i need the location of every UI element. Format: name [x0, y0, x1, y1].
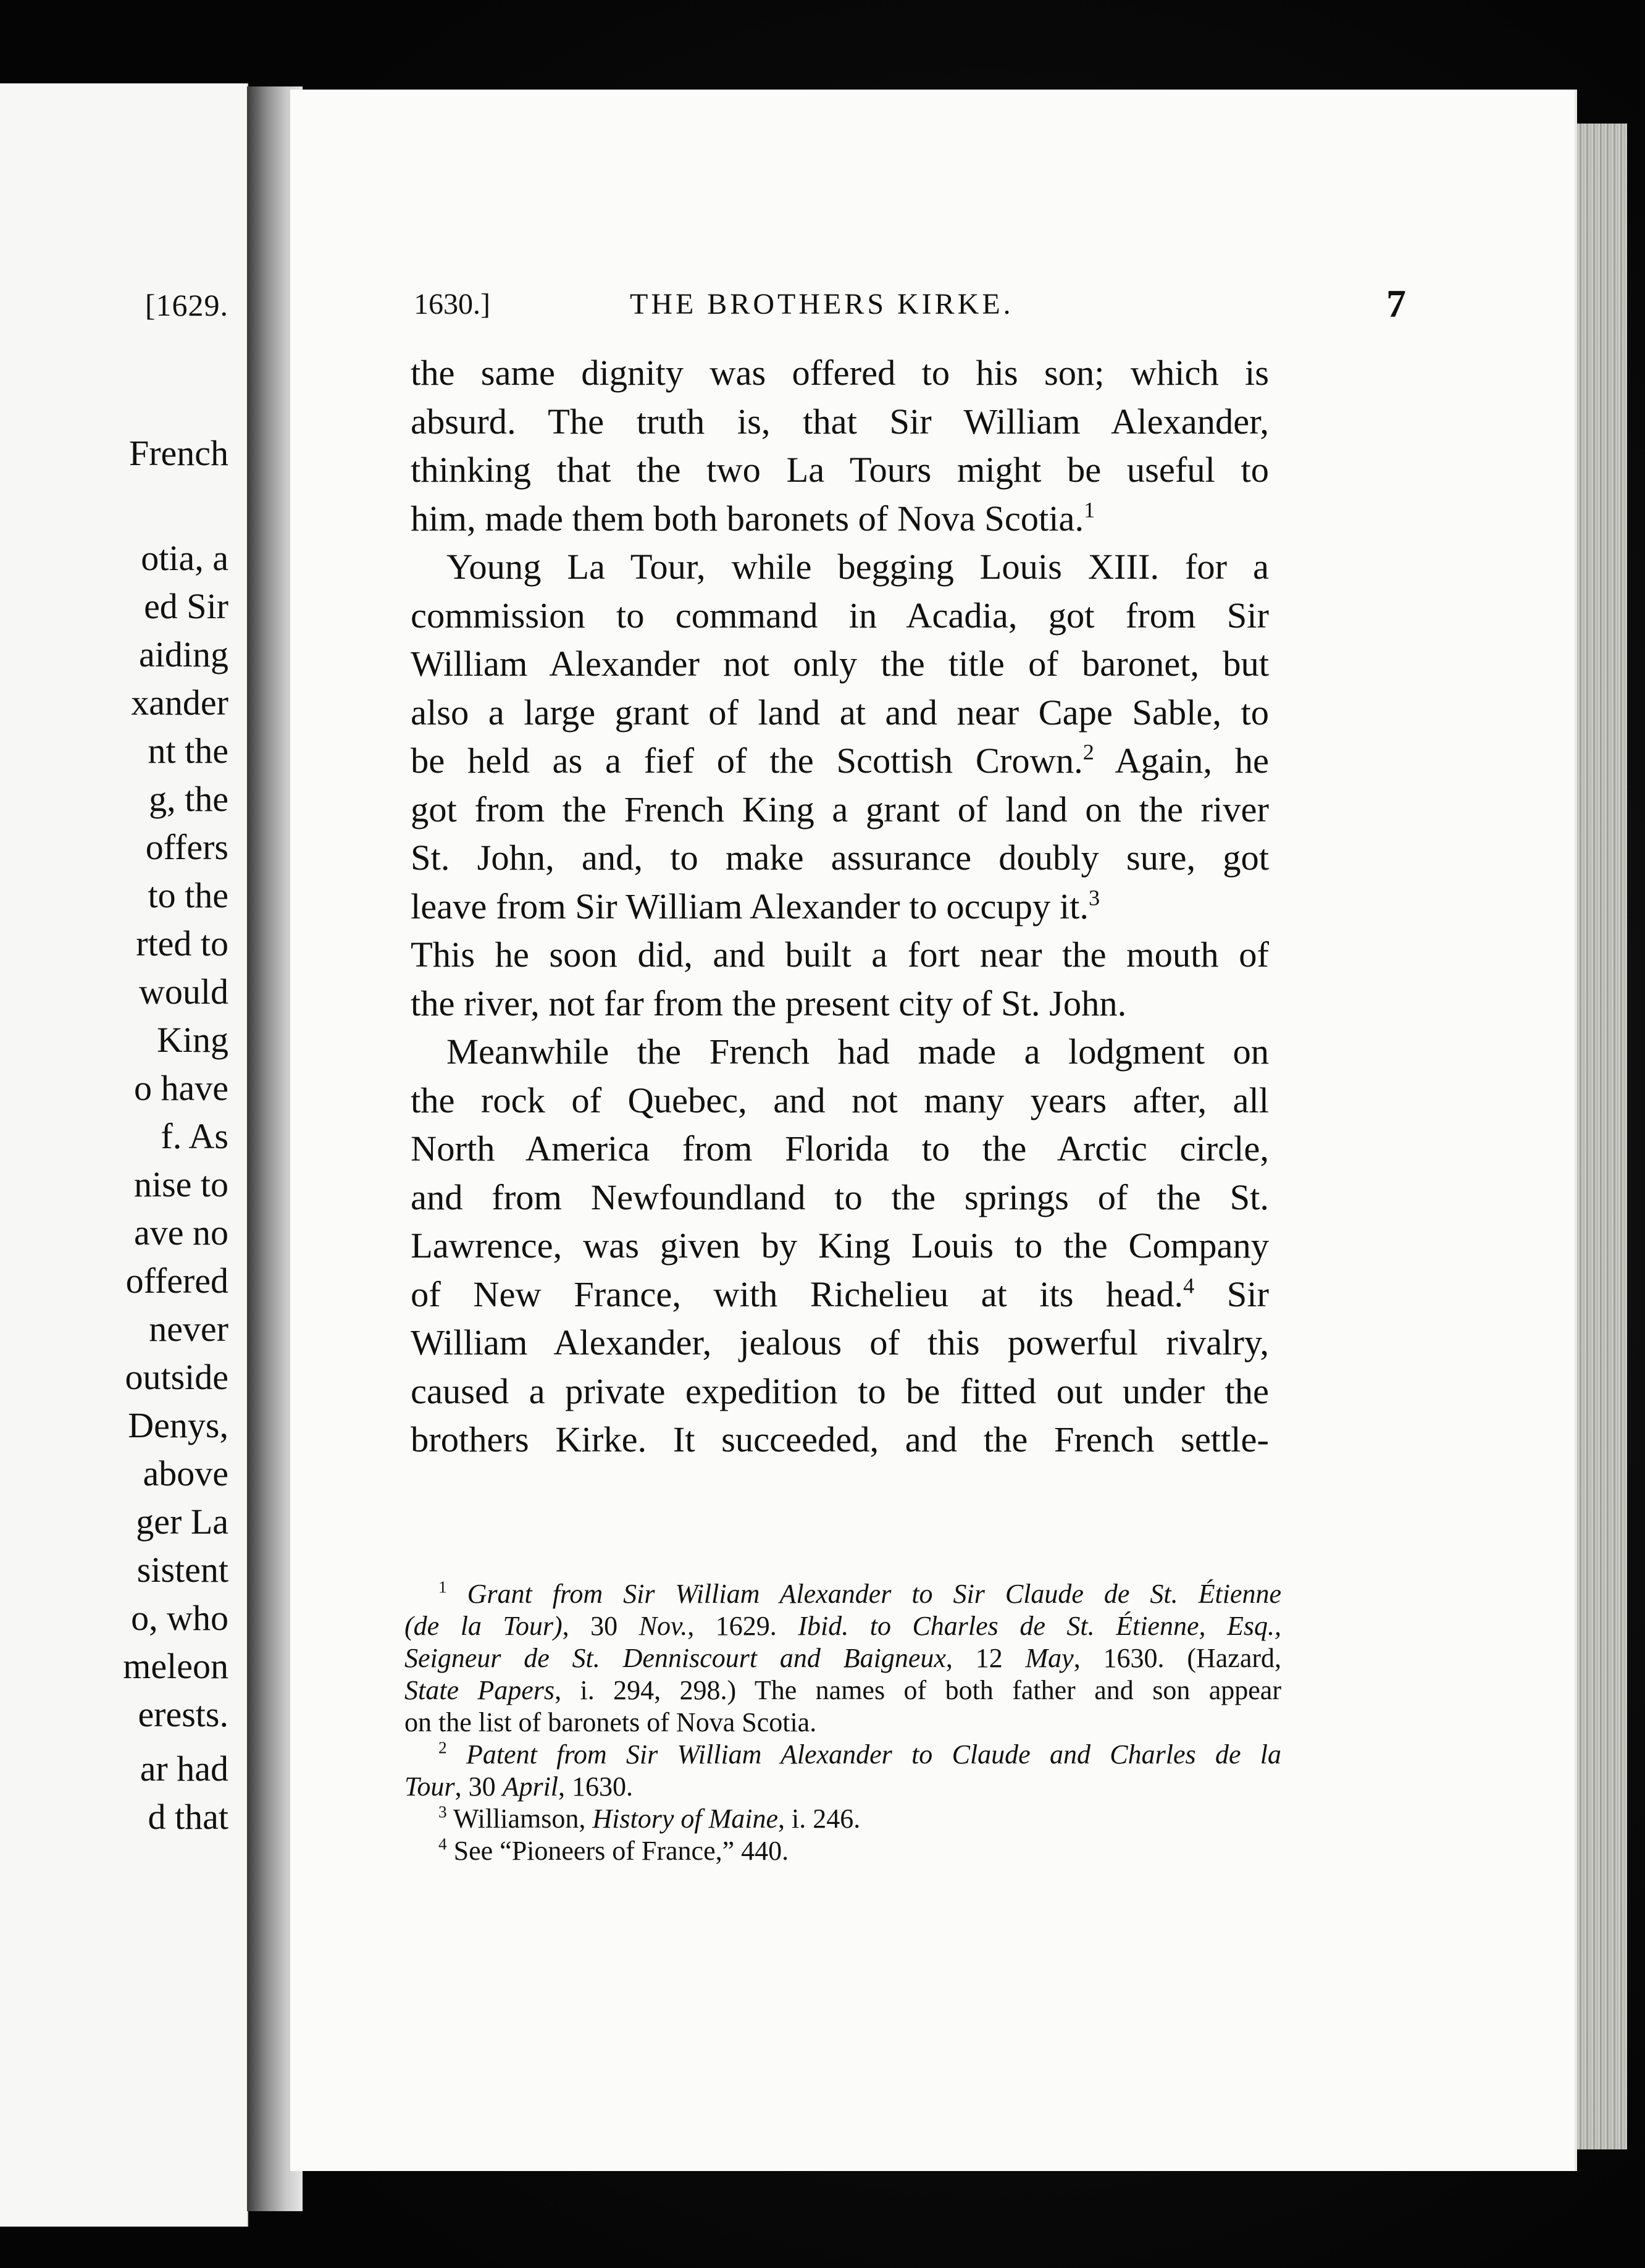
previous-page: [0, 83, 248, 2227]
text-line: Lawrence, was given by King Louis to the Company: [411, 1225, 1269, 1266]
text-line: caused a private expedition to be fitted out under the: [411, 1371, 1269, 1411]
previous-page-line: nt the: [148, 731, 228, 771]
text-line: Young La Tour, while begging Louis XIII. for a: [446, 547, 1269, 587]
text-line: the same dignity was offered to his son; which is: [411, 353, 1269, 393]
footnote-1: $^1$ Grant from Sir William Alexander to Sir Claude de St. Étienne: [438, 1577, 1281, 1609]
previous-page-header: [1629.: [144, 288, 228, 322]
page-edges: [1568, 124, 1627, 2149]
previous-page-line: xander: [131, 682, 228, 723]
text-line: absurd. The truth is, that Sir William Alexander,: [411, 401, 1269, 442]
previous-page-line: would: [139, 972, 228, 1012]
footnote-2-line: Tour, 30 April, 1630.: [404, 1771, 634, 1802]
text-line: thinking that the two La Tours might be useful to: [411, 450, 1269, 490]
text-line: and from Newfoundland to the springs of the St.: [411, 1177, 1269, 1217]
footnote-1-line: (de la Tour), 30 Nov., 1629. Ibid. to Charles de St. Étienne, Esq.,: [404, 1611, 1281, 1641]
text-line: of New France, with Richelieu at its head.$^4$ Sir: [411, 1272, 1269, 1314]
text-line: the river, not far from the present city of St. John.: [411, 983, 1127, 1023]
header-year: 1630.]: [414, 288, 490, 321]
text-line: St. John, and, to make assurance doubly sure, got: [411, 838, 1269, 878]
text-line: Meanwhile the French had made a lodgment on: [446, 1031, 1269, 1072]
footnote-2: $^2$ Patent from Sir William Alexander to Claude and Charles de la: [438, 1738, 1282, 1770]
previous-page-line: meleon: [123, 1646, 228, 1686]
previous-page-line: ave no: [134, 1212, 228, 1253]
text-line: the rock of Quebec, and not many years after, all: [411, 1080, 1269, 1120]
body-text: [411, 349, 1269, 1464]
previous-page-line: outside: [125, 1357, 228, 1397]
previous-page-line: erests.: [138, 1694, 228, 1734]
previous-page-line: d that: [148, 1797, 228, 1837]
previous-page-line: French: [128, 433, 228, 473]
footnotes: [404, 1578, 1281, 1867]
header-title: THE BROTHERS KIRKE.: [630, 288, 1014, 321]
page-number: 7: [1386, 282, 1406, 326]
footnote-1-line: Seigneur de St. Denniscourt and Baigneux, 12 May, 1630. (Hazard,: [404, 1643, 1282, 1673]
text-line: North America from Florida to the Arctic circle,: [411, 1128, 1269, 1169]
previous-page-line: offers: [145, 827, 228, 867]
text-line: brothers Kirke. It succeeded, and the French settle-: [411, 1419, 1269, 1460]
previous-page-line: nise to: [133, 1164, 228, 1204]
footnote-ref: 2: [1082, 739, 1094, 765]
text-line: William Alexander not only the title of baronet, but: [411, 644, 1269, 684]
previous-page-line: never: [149, 1309, 228, 1349]
previous-page-line: above: [143, 1453, 228, 1493]
running-header: [414, 282, 1575, 337]
footnote-1-line: State Papers, i. 294, 298.) The names of both father and son appear: [404, 1675, 1281, 1705]
previous-page-line: g, the: [149, 779, 228, 819]
previous-page-line: to the: [148, 875, 228, 915]
text-line: him, made them both baronets of Nova Scotia.$^1$: [411, 497, 1095, 539]
text-line: This he soon did, and built a fort near the mouth of: [411, 934, 1269, 975]
previous-page-line: ger La: [136, 1502, 228, 1542]
previous-page-line: o, who: [131, 1598, 228, 1638]
book-page: [290, 90, 1575, 2171]
previous-page-line: King: [157, 1020, 228, 1060]
footnote-ref: 3: [1089, 884, 1100, 910]
text-line: leave from Sir William Alexander to occupy it.$^3$: [411, 884, 1100, 926]
previous-page-line: rted to: [136, 923, 228, 964]
previous-page-line: aiding: [139, 634, 228, 674]
footnote-3: $^3$ Williamson, History of Maine, i. 246.: [438, 1802, 861, 1834]
footnote-1-line: on the list of baronets of Nova Scotia.: [404, 1707, 817, 1737]
previous-page-line: sistent: [136, 1550, 228, 1590]
text-line: be held as a fief of the Scottish Crown.$^2$ Again, he: [411, 739, 1270, 781]
text-line: commission to command in Acadia, got from Sir: [411, 595, 1269, 636]
previous-page-line: ar had: [140, 1749, 228, 1789]
previous-page-line: o have: [134, 1068, 228, 1108]
text-line: William Alexander, jealous of this powerful rivalry,: [411, 1322, 1269, 1363]
previous-page-line: otia, a: [141, 538, 228, 578]
footnote-ref: 1: [1084, 497, 1095, 522]
text-line: got from the French King a grant of land on the river: [411, 789, 1269, 830]
previous-page-line: Denys,: [128, 1405, 228, 1445]
footnote-4: $^4$ See “Pioneers of France,” 440.: [438, 1834, 789, 1866]
footnote-ref: 4: [1183, 1272, 1195, 1298]
previous-page-line: offered: [125, 1261, 228, 1301]
text-line: also a large grant of land at and near Cape Sable, to: [411, 692, 1269, 733]
previous-page-line: f. As: [161, 1116, 228, 1156]
previous-page-line: ed Sir: [144, 586, 228, 626]
